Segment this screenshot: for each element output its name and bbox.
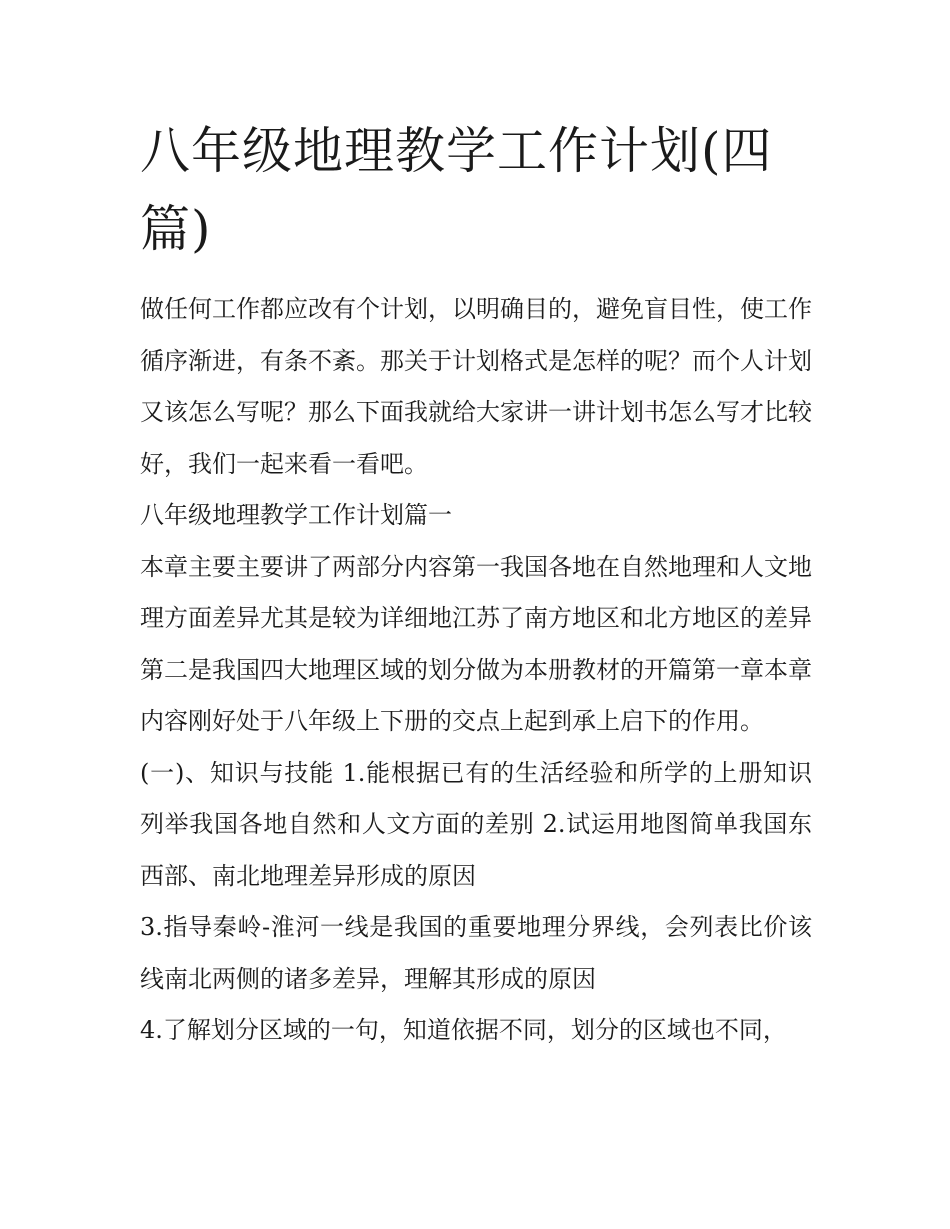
body-paragraph: 4.了解划分区域的一句，知道依据不同，划分的区域也不同， [140, 1016, 787, 1044]
document-title: 八年级地理教学工作计划(四篇) [140, 122, 773, 258]
body-paragraph: 3.指导秦岭-淮河一线是我国的重要地理分界线，会列表比价该线南北两侧的诸多差异，理解其形成的原因 [140, 913, 812, 993]
section-heading: 八年级地理教学工作计划篇一 [140, 501, 452, 529]
document-page [140, 112, 812, 1057]
intro-paragraph: 做任何工作都应改有个计划，以明确目的，避免盲目性，使工作循序渐进，有条不紊。那关于计划格式是怎样的呢？而个人计划又该怎么写呢？那么下面我就给大家讲一讲计划书怎么写才比较好，我们一起来看一看吧。 [140, 295, 812, 478]
body-paragraph: 本章主要主要讲了两部分内容第一我国各地在自然地理和人文地理方面差异尤其是较为详细地江苏了南方地区和北方地区的差异第二是我国四大地理区域的划分做为本册教材的开篇第一章本章内容刚好处于八年级上下册的交点上起到承上启下的作用。 [140, 552, 812, 735]
body-paragraph: (一)、知识与技能 1.能根据已有的生活经验和所学的上册知识列举我国各地自然和人文方面的差别 2.试运用地图简单我国东西部、南北地理差异形成的原因 [140, 758, 812, 890]
